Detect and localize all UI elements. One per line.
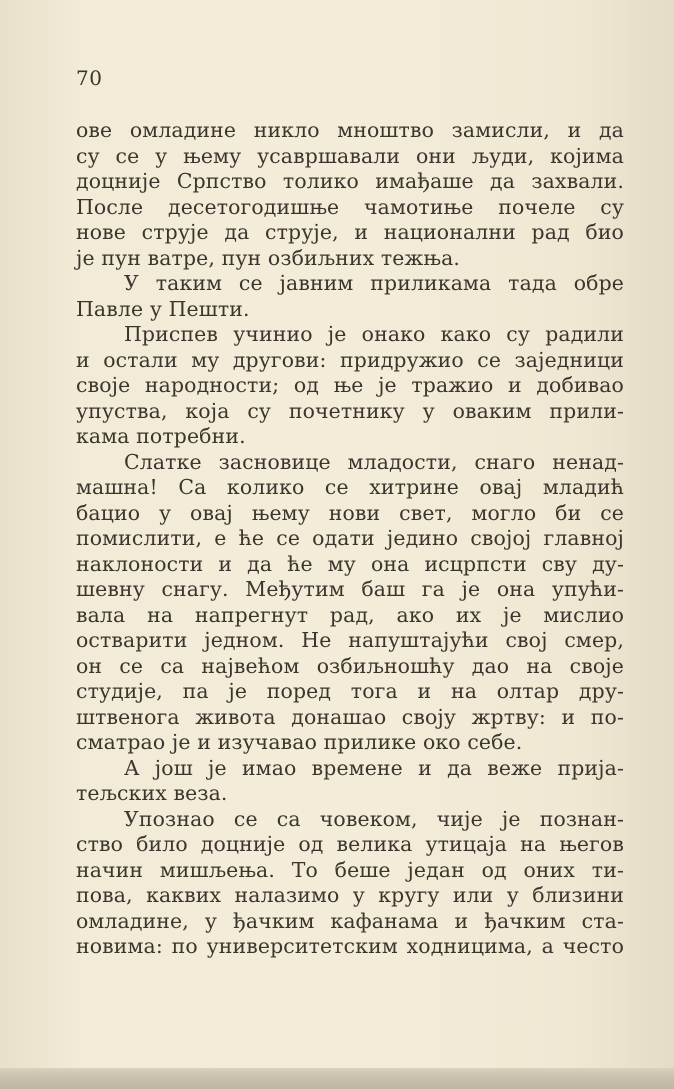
text-line: А још је имао времене и да веже прија- bbox=[124, 755, 624, 780]
text-line: своје народности; од ње је тражио и добивао bbox=[76, 373, 624, 397]
text-line: и остали му другови: придружио се заједници bbox=[76, 347, 624, 372]
text-line: упуства, која су почетнику у оваким прили- bbox=[76, 398, 624, 423]
text-line: начин мишљења. То беше један од оних ти- bbox=[76, 857, 624, 882]
text-line: студије, па је поред тога и на олтар дру- bbox=[76, 679, 624, 703]
text-line: Слатке засновице младости, снаго ненад- bbox=[124, 449, 624, 474]
text-line: ство било доцније од велика утицаја на његов bbox=[76, 832, 624, 856]
text-line: После десетогодишње чамотиње почеле су bbox=[76, 194, 624, 219]
text-line: је пун ватре, пун озбиљних тежња. bbox=[76, 245, 461, 270]
paragraph-2 bbox=[76, 271, 624, 322]
paragraph-1 bbox=[76, 118, 624, 271]
text-line: тељских веза. bbox=[76, 781, 228, 805]
paragraph-4 bbox=[76, 450, 624, 756]
text-line: новима: по университетским ходницима, а често bbox=[76, 934, 624, 958]
text-line: шевну снагу. Међутим баш га је она упући- bbox=[76, 577, 624, 601]
text-line: пова, каквих налазимо у кругу или у близини bbox=[76, 883, 624, 907]
text-line: кама потребни. bbox=[76, 424, 246, 448]
text-line: сматрао је и изучавао прилике око себе. bbox=[76, 730, 523, 754]
text-line: Приспев учинио је онако како су радили bbox=[124, 322, 624, 346]
paragraph-5 bbox=[76, 756, 624, 807]
text-line: Павле у Пешти. bbox=[76, 296, 250, 321]
text-line: штвенога живота донашао своју жртву: и по- bbox=[76, 704, 624, 729]
paragraph-6 bbox=[76, 807, 624, 960]
text-line: машна! Са колико се хитрине овај младић bbox=[76, 475, 624, 499]
text-line: наклоности и да ће му она исцрпсти сву ду- bbox=[76, 551, 624, 576]
text-line: су се у њему усавршавали они људи, којима bbox=[76, 143, 624, 168]
text-line: ове омладине никло мноштво замисли, и да bbox=[76, 118, 624, 142]
page-number: 70 bbox=[76, 66, 103, 90]
paragraph-3 bbox=[76, 322, 624, 450]
text-line: Упознао се са човеком, чије је познан- bbox=[124, 806, 624, 831]
text-line: остварити једном. Не напуштајући свој смер, bbox=[76, 628, 624, 652]
text-line: вала на напрегнут рад, ако их је мислио bbox=[76, 602, 624, 627]
text-line: помислити, е ће се одати једино својој главној bbox=[76, 526, 624, 550]
page-bottom-edge bbox=[0, 1068, 674, 1089]
text-line: доцније Српство толико имађаше да захвали. bbox=[76, 169, 624, 193]
text-line: он се са највећом озбиљношћу дао на своје bbox=[76, 653, 624, 678]
text-line: нове струје да струје, и национални рад био bbox=[76, 220, 624, 244]
text-line: бацио у овај њему нови свет, могло би се bbox=[76, 500, 624, 525]
body-text bbox=[76, 118, 624, 960]
text-line: У таким се јавним приликама тада обре bbox=[124, 271, 624, 295]
text-line: омладине, у ђачким кафанама и ђачким ста- bbox=[76, 908, 624, 933]
